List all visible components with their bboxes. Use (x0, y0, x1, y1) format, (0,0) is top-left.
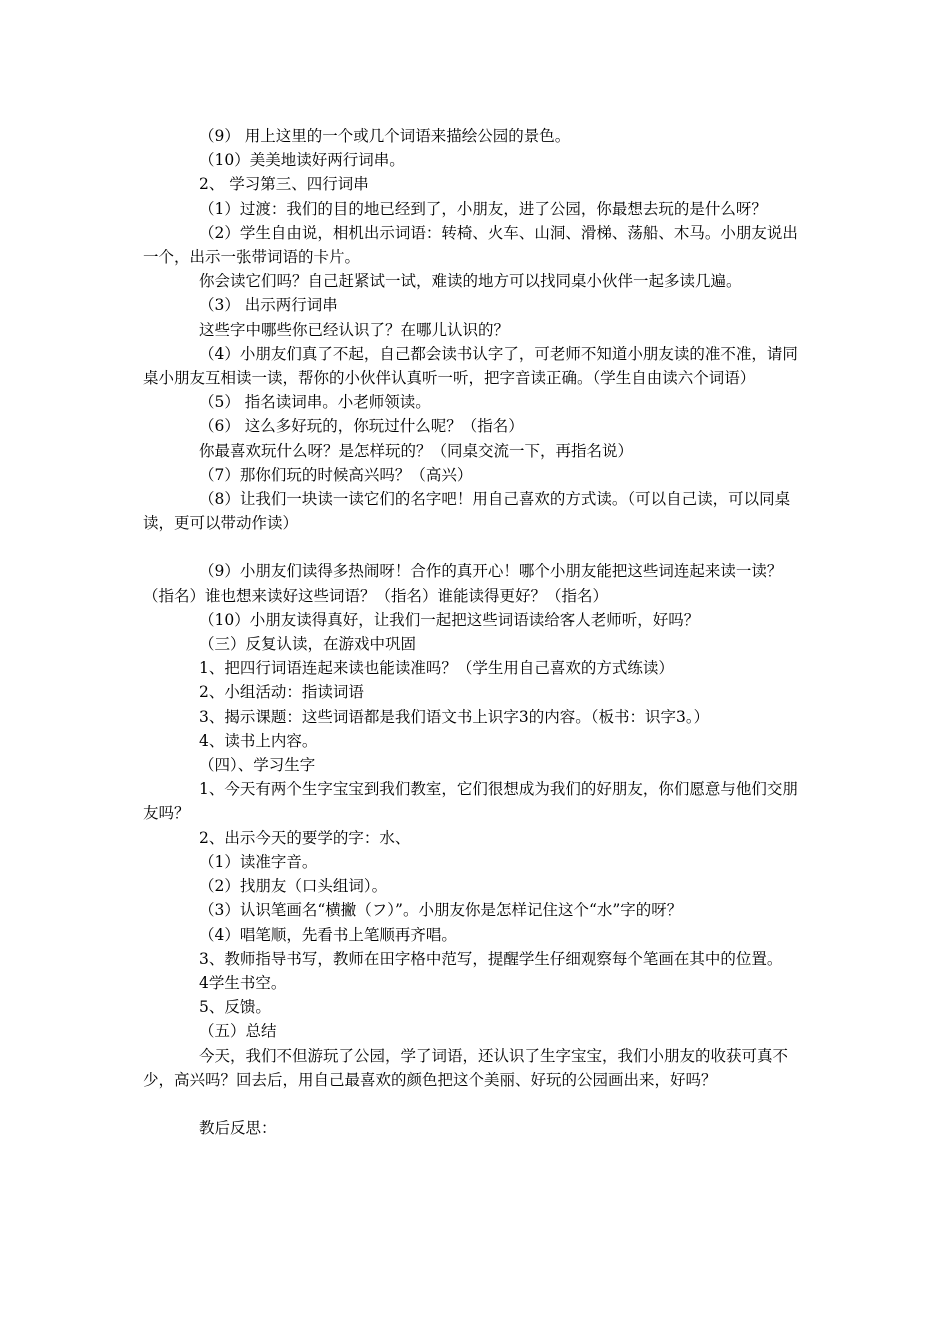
paragraph: 4学生书空。 (199, 973, 287, 992)
section-heading-5: （五）总结 (199, 1022, 277, 1041)
paragraph: （2）学生自由说，相机出示词语：转椅、火车、山洞、滑梯、荡船、木马。小朋友说出一个，出示一张带词语的卡片。 (143, 223, 798, 267)
section-heading-4: （四）、学习生字 (199, 756, 316, 775)
paragraph: （8）让我们一块读一读它们的名字吧！用自己喜欢的方式读。（可以自己读，可以同桌读，更可以带动作读） (143, 490, 791, 533)
paragraph: 2、出示今天的要学的字：水、 (199, 828, 411, 847)
reflection-heading: 教后反思： (199, 1118, 277, 1137)
paragraph: 你最喜欢玩什么呀？是怎样玩的？（同桌交流一下，再指名说） (199, 441, 634, 460)
paragraph: （5） 指名读词串。小老师领读。 (199, 393, 431, 412)
paragraph: 今天，我们不但游玩了公园，学了词语，还认识了生字宝宝，我们小朋友的收获可真不少，高兴吗？回去后，用自己最喜欢的颜色把这个美丽、好玩的公园画出来，好吗？ (143, 1046, 789, 1089)
paragraph: （1）过渡：我们的目的地已经到了，小朋友，进了公园，你最想去玩的是什么呀？ (199, 199, 767, 218)
paragraph: 5、反馈。 (199, 998, 271, 1017)
paragraph-10: （10）美美地读好两行词串。 (199, 151, 405, 170)
paragraph: 2、小组活动：指读词语 (199, 683, 364, 702)
paragraph: 4、读书上内容。 (199, 731, 318, 750)
paragraph: （9）小朋友们读得多热闹呀！合作的真开心！哪个小朋友能把这些词连起来读一读？（指名）谁也想来读好这些词语？（指名）谁能读得更好？（指名） (143, 562, 783, 605)
paragraph: （10）小朋友读得真好，让我们一起把这些词语读给客人老师听，好吗？ (199, 610, 700, 629)
paragraph: （4）唱笔顺，先看书上笔顺再齐唱。 (199, 925, 457, 944)
paragraph: （3）认识笔画名“横撇（フ）”。小朋友你是怎样记住这个“水”字的呀？ (199, 901, 683, 920)
paragraph: （4）小朋友们真了不起，自己都会读书认字了，可老师不知道小朋友读的准不准，请同桌小朋友互相读一读，帮你的小伙伴认真听一听，把字音读正确。（学生自由读六个词语） (143, 344, 798, 388)
paragraph: （7）那你们玩的时候高兴吗？（高兴） (199, 465, 473, 484)
paragraph: （6） 这么多好玩的，你玩过什么呢？（指名） (199, 417, 524, 436)
paragraph: 1、把四行词语连起来读也能读准吗？（学生用自己喜欢的方式练读） (199, 659, 674, 678)
section-heading-3: （三）反复认读，在游戏中巩固 (199, 635, 417, 654)
paragraph: （3） 出示两行词串 (199, 296, 338, 315)
document-body (143, 124, 811, 1140)
paragraph: 你会读它们吗？自己赶紧试一试，难读的地方可以找同桌小伙伴一起多读几遍。 (199, 272, 742, 291)
paragraph: （2）找朋友（口头组词）。 (199, 877, 388, 896)
paragraph: （1）读准字音。 (199, 852, 318, 871)
paragraph: 3、教师指导书写，教师在田字格中范写，提醒学生仔细观察每个笔画在其中的位置。 (199, 949, 783, 968)
paragraph: 3、揭示课题：这些词语都是我们语文书上识字3的内容。（板书：识字3。） (199, 707, 710, 726)
paragraph-9: （9） 用上这里的一个或几个词语来描绘公园的景色。 (199, 127, 571, 145)
paragraph: 1、今天有两个生字宝宝到我们教室，它们很想成为我们的好朋友，你们愿意与他们交朋友吗？ (143, 780, 798, 823)
paragraph: 这些字中哪些你已经认识了？在哪儿认识的？ (199, 320, 510, 339)
section-heading-2: 2、 学习第三、四行词串 (199, 175, 369, 194)
